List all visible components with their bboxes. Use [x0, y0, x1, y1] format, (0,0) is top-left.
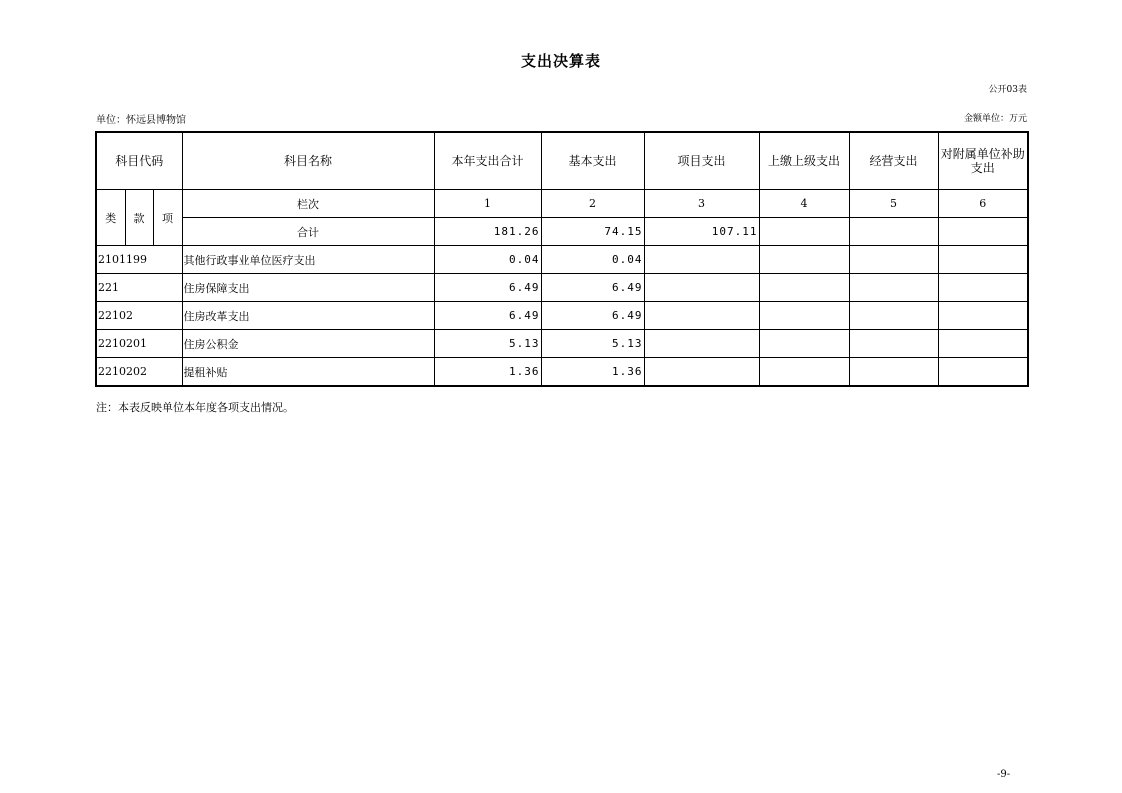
- page-number: -9-: [997, 769, 1011, 780]
- row-project: [644, 330, 759, 358]
- header-basic: 基本支出: [541, 132, 644, 190]
- row-project: [644, 274, 759, 302]
- row-upper: [759, 330, 849, 358]
- column-index-2: 2: [541, 190, 644, 218]
- row-code: 2101199: [96, 246, 182, 274]
- row-basic: 1.36: [541, 358, 644, 387]
- row-business: [849, 274, 938, 302]
- form-code: 公开03表: [988, 85, 1027, 95]
- row-business: [849, 246, 938, 274]
- row-total: 5.13: [434, 330, 541, 358]
- table-row: [96, 246, 1028, 274]
- total-cell-business: [849, 218, 938, 246]
- header-lei: 类: [96, 190, 125, 246]
- page-title: 支出决算表: [520, 52, 601, 70]
- row-subsidy: [938, 274, 1028, 302]
- row-project: [644, 246, 759, 274]
- column-index-5: 5: [849, 190, 938, 218]
- table-row: [96, 330, 1028, 358]
- unit-label: 单位：怀远县博物馆: [96, 115, 186, 126]
- row-subsidy: [938, 330, 1028, 358]
- header-subject-name: 科目名称: [182, 132, 434, 190]
- table-header-row: [96, 132, 1028, 190]
- row-name: 住房改革支出: [182, 302, 434, 330]
- header-total: 本年支出合计: [434, 132, 541, 190]
- row-code: 221: [96, 274, 182, 302]
- row-project: [644, 358, 759, 387]
- table-row: [96, 274, 1028, 302]
- expenditure-table: [95, 131, 1029, 387]
- row-name: 其他行政事业单位医疗支出: [182, 246, 434, 274]
- row-code: 22102: [96, 302, 182, 330]
- row-total: 6.49: [434, 302, 541, 330]
- row-basic: 5.13: [541, 330, 644, 358]
- row-code: 2210202: [96, 358, 182, 387]
- row-project: [644, 302, 759, 330]
- column-index-1: 1: [434, 190, 541, 218]
- row-subsidy: [938, 358, 1028, 387]
- table-row: [96, 358, 1028, 387]
- row-business: [849, 302, 938, 330]
- row-code: 2210201: [96, 330, 182, 358]
- total-row: [96, 218, 1028, 246]
- row-basic: 6.49: [541, 274, 644, 302]
- column-index-3: 3: [644, 190, 759, 218]
- row-upper: [759, 302, 849, 330]
- row-upper: [759, 246, 849, 274]
- header-project: 项目支出: [644, 132, 759, 190]
- row-upper: [759, 274, 849, 302]
- total-cell-total: 181.26: [434, 218, 541, 246]
- total-cell-subsidy: [938, 218, 1028, 246]
- row-total: 1.36: [434, 358, 541, 387]
- row-business: [849, 330, 938, 358]
- row-subsidy: [938, 302, 1028, 330]
- column-index-row: [96, 190, 1028, 218]
- row-basic: 6.49: [541, 302, 644, 330]
- row-subsidy: [938, 246, 1028, 274]
- header-kuan: 款: [125, 190, 153, 246]
- row-basic: 0.04: [541, 246, 644, 274]
- total-cell-basic: 74.15: [541, 218, 644, 246]
- row-total: 0.04: [434, 246, 541, 274]
- row-total: 6.49: [434, 274, 541, 302]
- total-cell-upper: [759, 218, 849, 246]
- row-name: 住房保障支出: [182, 274, 434, 302]
- header-subject-code: 科目代码: [96, 132, 182, 190]
- row-upper: [759, 358, 849, 387]
- column-index-label: 栏次: [182, 190, 434, 218]
- amount-unit-label: 金额单位：万元: [963, 114, 1027, 124]
- column-index-4: 4: [759, 190, 849, 218]
- header-business: 经营支出: [849, 132, 938, 190]
- row-business: [849, 358, 938, 387]
- header-upper: 上缴上级支出: [759, 132, 849, 190]
- total-label: 合计: [182, 218, 434, 246]
- table-note: 注：本表反映单位本年度各项支出情况。: [96, 401, 294, 414]
- header-subsidy: 对附属单位补助支出: [938, 132, 1028, 190]
- header-xiang: 项: [153, 190, 182, 246]
- row-name: 提租补贴: [182, 358, 434, 387]
- column-index-6: 6: [938, 190, 1028, 218]
- table-row: [96, 302, 1028, 330]
- row-name: 住房公积金: [182, 330, 434, 358]
- total-cell-project: 107.11: [644, 218, 759, 246]
